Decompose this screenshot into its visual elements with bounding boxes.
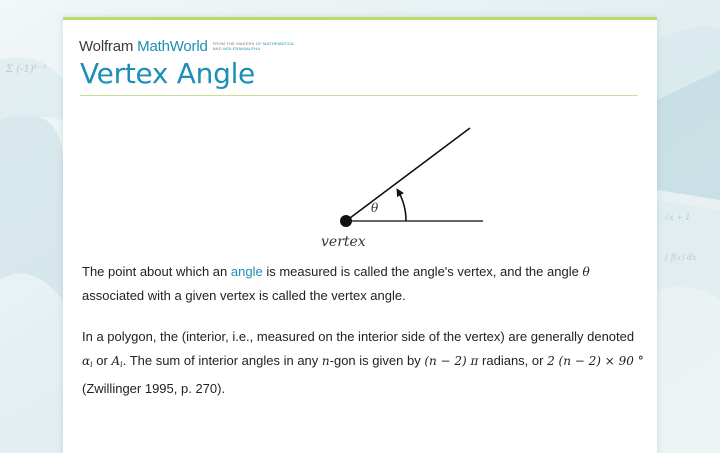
angle-link[interactable]: angle [230,264,263,279]
angle-ray-inclined [346,128,470,221]
alpha-i-symbol: $\alpha_i$ [82,354,93,369]
radians-expression: (n − 2) π [424,354,479,368]
mathworld-logo[interactable] [79,37,294,55]
vertex-angle-figure [243,100,483,250]
paragraph-definition: The point about which an angle is measured is called the angle's vertex, and the angle θ associated with a given vertex is called the vertex angle. [82,264,590,303]
title-divider [80,95,638,96]
logo-wolfram-text: Wolfram [79,37,134,55]
degrees-expression: 2 (n − 2) × 90 ° [547,354,644,368]
logo-mathworld-text: MathWorld [137,37,208,55]
article-page [63,17,657,453]
theta-label: θ [371,201,379,215]
svg-text:∫ f(x) dx: ∫ f(x) dx [664,253,697,262]
A-i-symbol: $A_i$ [111,354,123,369]
svg-text:√x + 1: √x + 1 [664,213,691,222]
vertex-point [340,215,352,227]
n-symbol: n [321,354,330,368]
theta-symbol: θ [582,265,590,279]
page-title: Vertex Angle [80,57,255,90]
paragraph-polygon: In a polygon, the (interior, i.e., measured on the interior side of the vertex) are generally denoted $\alpha_i$ or $A_i$. The sum of interior angles in any n-gon is given by (n − 2) π radians, or 2 (n − 2) × 90 ° (Zwillinger 1995, p. 270). [82,329,644,396]
vertex-label: vertex [321,234,366,250]
logo-tagline: FROM THE MAKERS OF MATHEMATICA AND WOLFRAM|ALPHA [212,41,294,51]
svg-text:Σ (-1)ᵏ⁻¹: Σ (-1)ᵏ⁻¹ [6,64,47,75]
angle-arc-arrow [398,190,407,221]
